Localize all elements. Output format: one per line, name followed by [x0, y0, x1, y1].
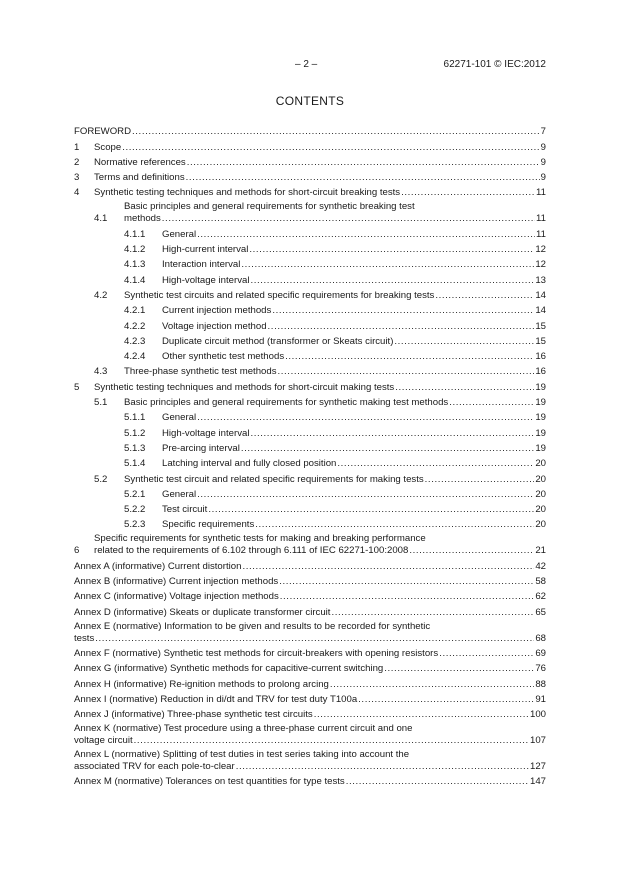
toc-entry[interactable] [74, 675, 546, 690]
toc-entry[interactable] [74, 557, 546, 572]
toc-entry-title: FOREWORD [74, 126, 132, 138]
toc-page-number: 11 [536, 187, 546, 199]
toc-entry-title: Annex M (normative) Tolerances on test quantities for type tests [74, 776, 345, 788]
toc-entry-title: Annex A (informative) Current distortion [74, 560, 242, 572]
toc-entry-number: 5 [74, 381, 80, 393]
toc-entry-title: Annex B (informative) Current injection methods [74, 576, 279, 588]
dot-leader [208, 504, 534, 516]
toc-entry-title: Annex L (normative) Splitting of test duties in test series taking into account the [74, 749, 410, 761]
dot-leader [314, 709, 529, 721]
toc-entry[interactable] [74, 588, 546, 603]
toc-entry-number: 4.2 [94, 289, 108, 301]
toc-page-number: 11 [536, 213, 546, 225]
dot-leader [401, 187, 535, 199]
toc-page-number: 127 [529, 761, 546, 773]
toc-entry[interactable] [74, 169, 546, 184]
toc-entry-title: Basic principles and general requirements for synthetic making test methods [124, 397, 449, 409]
toc-entry-number: 5.2.1 [124, 488, 146, 500]
dot-leader [449, 397, 534, 409]
toc-entry-title: associated TRV for each pole-to-clear [74, 761, 235, 773]
toc-entry[interactable] [74, 773, 546, 788]
toc-entry[interactable] [74, 455, 546, 470]
toc-entry-title: Synthetic test circuits and related specific requirements for breaking tests [124, 289, 435, 301]
toc-page-number: 21 [535, 545, 546, 557]
toc-entry-number: 5.2.3 [124, 519, 146, 531]
toc-entry[interactable] [74, 363, 546, 378]
toc-entry-number: 3 [74, 172, 80, 184]
toc-entry[interactable] [74, 317, 546, 332]
table-of-contents [74, 123, 546, 788]
toc-page-number: 9 [540, 156, 546, 168]
toc-entry[interactable] [74, 271, 546, 286]
toc-page-number: 19 [535, 427, 546, 439]
toc-entry[interactable] [74, 424, 546, 439]
toc-entry-title: Basic principles and general requirements for synthetic breaking test [124, 201, 415, 213]
toc-page-number: 107 [529, 735, 546, 747]
toc-page-number: 65 [535, 606, 546, 618]
toc-page-number: 19 [535, 397, 546, 409]
dot-leader [186, 172, 540, 184]
toc-entry-number: 5.2 [94, 473, 108, 485]
toc-entry-number: 2 [74, 156, 80, 168]
dot-leader [279, 576, 534, 588]
toc-page-number: 91 [535, 693, 546, 705]
toc-entry[interactable] [74, 660, 546, 675]
toc-entry-title: General [162, 488, 197, 500]
standard-identifier: 62271-101 © IEC:2012 [443, 59, 546, 70]
toc-entry-title: Voltage injection method [162, 320, 267, 332]
toc-page-number: 12 [535, 244, 546, 256]
toc-entry-title: Current injection methods [162, 305, 272, 317]
toc-entry[interactable] [74, 394, 546, 409]
toc-entry-title: Specific requirements for synthetic tests for making and breaking performance [94, 533, 426, 545]
toc-entry-title: Terms and definitions [94, 172, 185, 184]
toc-page-number: 58 [535, 576, 546, 588]
toc-entry-title: Interaction interval [162, 259, 241, 271]
dot-leader [272, 305, 534, 317]
toc-entry[interactable] [74, 470, 546, 485]
toc-page-number: 20 [535, 458, 546, 470]
toc-entry-title: High-voltage interval [162, 427, 250, 439]
dot-leader [278, 366, 535, 378]
dot-leader [330, 679, 534, 691]
toc-page-number: 19 [535, 412, 546, 424]
toc-entry-title: voltage circuit [74, 735, 133, 747]
dot-leader [249, 244, 534, 256]
dot-leader [241, 259, 534, 271]
toc-entry-title: tests [74, 632, 95, 644]
toc-page-number: 76 [535, 663, 546, 675]
toc-page-number: 62 [535, 591, 546, 603]
toc-entry-title: Synthetic testing techniques and methods for short-circuit making tests [94, 381, 395, 393]
toc-entry-number: 4.2.1 [124, 305, 146, 317]
toc-entry[interactable] [74, 184, 546, 199]
toc-entry[interactable] [74, 302, 546, 317]
toc-entry-title: Annex D (informative) Skeats or duplicate transformer circuit [74, 606, 331, 618]
toc-entry[interactable] [74, 691, 546, 706]
dot-leader [285, 351, 534, 363]
toc-page-number: 88 [535, 678, 546, 690]
toc-entry[interactable] [74, 256, 546, 271]
toc-entry-title: Synthetic testing techniques and methods for short-circuit breaking tests [94, 187, 401, 199]
toc-page-number: 9 [540, 172, 546, 184]
toc-entry[interactable] [74, 333, 546, 348]
toc-entry-title: Specific requirements [162, 519, 255, 531]
toc-entry[interactable] [74, 154, 546, 169]
dot-leader [346, 776, 529, 788]
dot-leader [255, 519, 534, 531]
toc-entry-number: 4.1.2 [124, 244, 146, 256]
toc-page-number: 100 [529, 709, 546, 721]
toc-entry-title: General [162, 228, 197, 240]
toc-entry-number: 6 [74, 545, 80, 557]
toc-entry-number: 4.2.3 [124, 335, 146, 347]
toc-page-number: 16 [535, 351, 546, 363]
toc-entry[interactable] [74, 645, 546, 660]
toc-page-number: 14 [535, 305, 546, 317]
toc-entry[interactable] [74, 348, 546, 363]
toc-entry[interactable] [74, 619, 546, 645]
toc-page-number: 16 [535, 366, 546, 378]
toc-page-number: 20 [535, 519, 546, 531]
page-number: – 2 – [295, 59, 318, 70]
toc-entry-number: 4 [74, 187, 80, 199]
toc-page-number: 42 [535, 560, 546, 572]
toc-entry-number: 5.2.2 [124, 504, 146, 516]
toc-entry-title: Normative references [94, 156, 186, 168]
toc-entry[interactable] [74, 706, 546, 721]
toc-page-number: 68 [535, 632, 546, 644]
toc-page-number: 147 [529, 776, 546, 788]
dot-leader [337, 458, 534, 470]
toc-entry-title: Synthetic test circuit and related specific requirements for making tests [124, 473, 424, 485]
toc-entry-title: Annex H (informative) Re-ignition methods to prolong arcing [74, 678, 329, 690]
toc-entry-number: 5.1.2 [124, 427, 146, 439]
dot-leader [250, 428, 534, 440]
toc-entry[interactable] [74, 721, 546, 747]
dot-leader [250, 275, 534, 287]
toc-entry-number: 5.1.1 [124, 412, 146, 424]
toc-page-number: 14 [535, 289, 546, 301]
page-header [0, 59, 620, 73]
toc-page-number: 20 [535, 504, 546, 516]
dot-leader [331, 607, 534, 619]
dot-leader [384, 663, 534, 675]
toc-page-number: 12 [535, 259, 546, 271]
dot-leader [122, 142, 539, 154]
toc-entry-title: related to the requirements of 6.102 through 6.111 of IEC 62271-100:2008 [94, 545, 409, 557]
dot-leader [162, 213, 535, 225]
toc-page-number: 13 [535, 274, 546, 286]
dot-leader [197, 229, 535, 241]
toc-entry[interactable] [74, 199, 546, 225]
dot-leader [95, 633, 534, 645]
toc-entry-number: 4.3 [94, 366, 108, 378]
dot-leader [358, 694, 534, 706]
toc-entry[interactable] [74, 241, 546, 256]
toc-entry-number: 5.1.4 [124, 458, 146, 470]
toc-entry-number: 4.1 [94, 213, 108, 225]
dot-leader [241, 443, 534, 455]
toc-entry-number: 4.1.1 [124, 228, 146, 240]
toc-page-number: 19 [535, 381, 546, 393]
toc-entry[interactable] [74, 138, 546, 153]
dot-leader [439, 648, 534, 660]
toc-entry[interactable] [74, 516, 546, 531]
toc-entry-title: Annex J (informative) Three-phase synthetic test circuits [74, 709, 313, 721]
toc-entry[interactable] [74, 747, 546, 773]
toc-entry[interactable] [74, 531, 546, 557]
dot-leader [187, 157, 540, 169]
toc-entry-title: Scope [94, 141, 122, 153]
dot-leader [132, 126, 540, 138]
toc-entry-title: High-current interval [162, 244, 249, 256]
dot-leader [425, 474, 535, 486]
dot-leader [236, 761, 529, 773]
dot-leader [268, 321, 535, 333]
toc-entry-title: Other synthetic test methods [162, 351, 285, 363]
toc-page-number: 11 [536, 228, 546, 240]
toc-entry-number: 4.1.3 [124, 259, 146, 271]
toc-entry-title: Latching interval and fully closed position [162, 458, 337, 470]
toc-entry-title: Annex I (normative) Reduction in di/dt and TRV for test duty T100a [74, 693, 358, 705]
toc-entry[interactable] [74, 573, 546, 588]
toc-page-number: 20 [535, 488, 546, 500]
toc-entry[interactable] [74, 501, 546, 516]
toc-entry-number: 5.1.3 [124, 442, 146, 454]
toc-page-number: 20 [535, 473, 546, 485]
toc-entry-title: Test circuit [162, 504, 208, 516]
toc-entry-number: 5.1 [94, 397, 108, 409]
toc-entry[interactable] [74, 287, 546, 302]
toc-page-number: 69 [535, 647, 546, 659]
dot-leader [197, 412, 534, 424]
toc-entry-title: Annex C (informative) Voltage injection methods [74, 591, 279, 603]
toc-entry-title: Pre-arcing interval [162, 442, 240, 454]
toc-entry[interactable] [74, 378, 546, 393]
dot-leader [435, 290, 534, 302]
dot-leader [394, 336, 534, 348]
toc-entry-number: 4.2.4 [124, 351, 146, 363]
toc-entry[interactable] [74, 486, 546, 501]
toc-page-number: 9 [540, 141, 546, 153]
toc-entry-title: Annex F (normative) Synthetic test methods for circuit-breakers with opening resistors [74, 647, 439, 659]
toc-entry[interactable] [74, 603, 546, 618]
toc-entry-title: Annex G (informative) Synthetic methods for capacitive-current switching [74, 663, 384, 675]
toc-entry-title: High-voltage interval [162, 274, 250, 286]
toc-entry-title: methods [124, 213, 161, 225]
toc-entry-number: 4.1.4 [124, 274, 146, 286]
dot-leader [134, 735, 529, 747]
toc-page-number: 15 [535, 320, 546, 332]
toc-entry-number: 1 [74, 141, 80, 153]
toc-entry-title: Three-phase synthetic test methods [124, 366, 277, 378]
toc-entry-title: Annex E (normative) Information to be given and results to be recorded for synthetic [74, 620, 431, 632]
dot-leader [242, 561, 534, 573]
toc-entry-title: Duplicate circuit method (transformer or Skeats circuit) [162, 335, 394, 347]
toc-entry[interactable] [74, 409, 546, 424]
toc-page-number: 19 [535, 442, 546, 454]
dot-leader [409, 545, 534, 557]
toc-entry[interactable] [74, 123, 546, 138]
toc-page-number: 7 [540, 126, 546, 138]
page-title: CONTENTS [275, 94, 345, 108]
dot-leader [280, 591, 535, 603]
dot-leader [395, 382, 534, 394]
toc-entry[interactable] [74, 225, 546, 240]
toc-page-number: 15 [535, 335, 546, 347]
toc-entry-title: Annex K (normative) Test procedure using a three-phase current circuit and one [74, 723, 413, 735]
dot-leader [197, 489, 534, 501]
toc-entry-title: General [162, 412, 197, 424]
toc-entry[interactable] [74, 440, 546, 455]
toc-entry-number: 4.2.2 [124, 320, 146, 332]
